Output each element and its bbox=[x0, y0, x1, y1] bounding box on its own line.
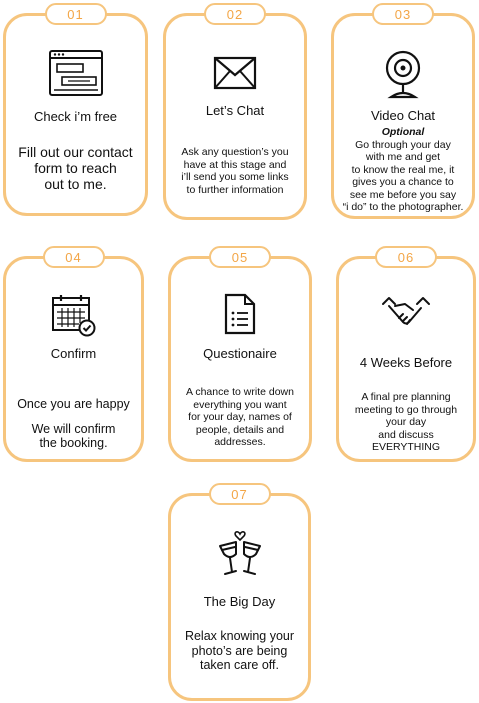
optional-label: Optional bbox=[381, 126, 425, 138]
step-card-05 bbox=[168, 249, 312, 462]
step-card-07 bbox=[168, 486, 311, 701]
step-number-badge: 02 bbox=[204, 3, 266, 25]
step-number-badge: 05 bbox=[209, 246, 271, 268]
step-card-06 bbox=[336, 249, 476, 462]
step-title: The Big Day bbox=[203, 594, 276, 609]
step-title: 4 Weeks Before bbox=[359, 355, 453, 370]
step-number-badge: 04 bbox=[43, 246, 105, 268]
handshake-icon bbox=[381, 294, 431, 334]
step-description: Relax knowing your photo’s are being taken care off. bbox=[184, 629, 295, 672]
envelope-icon bbox=[213, 56, 257, 90]
step-title: Video Chat bbox=[370, 108, 436, 123]
step-number-badge: 01 bbox=[45, 3, 107, 25]
step-description: Once you are happy We will confirm the booking. bbox=[17, 397, 130, 450]
step-description: Fill out our contact form to reach out to me. bbox=[18, 144, 133, 192]
step-description: Ask any question’s you have at this stage and i’ll send you some links to further information bbox=[181, 146, 289, 196]
step-number-badge: 03 bbox=[372, 3, 434, 25]
step-description: Optional Go through your day with me and get to know the real me, it gives you a chance to see me before you say “i do” to the photographer. bbox=[338, 126, 468, 214]
step-card-01 bbox=[3, 6, 148, 216]
step-number-badge: 06 bbox=[375, 246, 437, 268]
step-title: Questionaire bbox=[203, 346, 277, 361]
step-card-04 bbox=[3, 249, 144, 462]
step-card-03 bbox=[331, 6, 475, 219]
step-description: A chance to write down everything you want for your day, names of people, details and addresses. bbox=[186, 386, 294, 448]
step-title: Confirm bbox=[50, 346, 97, 361]
document-icon bbox=[224, 293, 256, 335]
webcam-icon bbox=[383, 49, 423, 101]
step-description: A final pre planning meeting to go through your day and discuss EVERYTHING bbox=[354, 391, 458, 453]
step-card-02 bbox=[163, 6, 307, 220]
contact-form-icon bbox=[48, 49, 104, 99]
step-title: Check i’m free bbox=[33, 109, 118, 124]
calendar-check-icon bbox=[51, 293, 97, 337]
step-number-badge: 07 bbox=[209, 483, 271, 505]
step-title: Let’s Chat bbox=[205, 103, 265, 118]
champagne-toast-icon bbox=[216, 526, 264, 578]
